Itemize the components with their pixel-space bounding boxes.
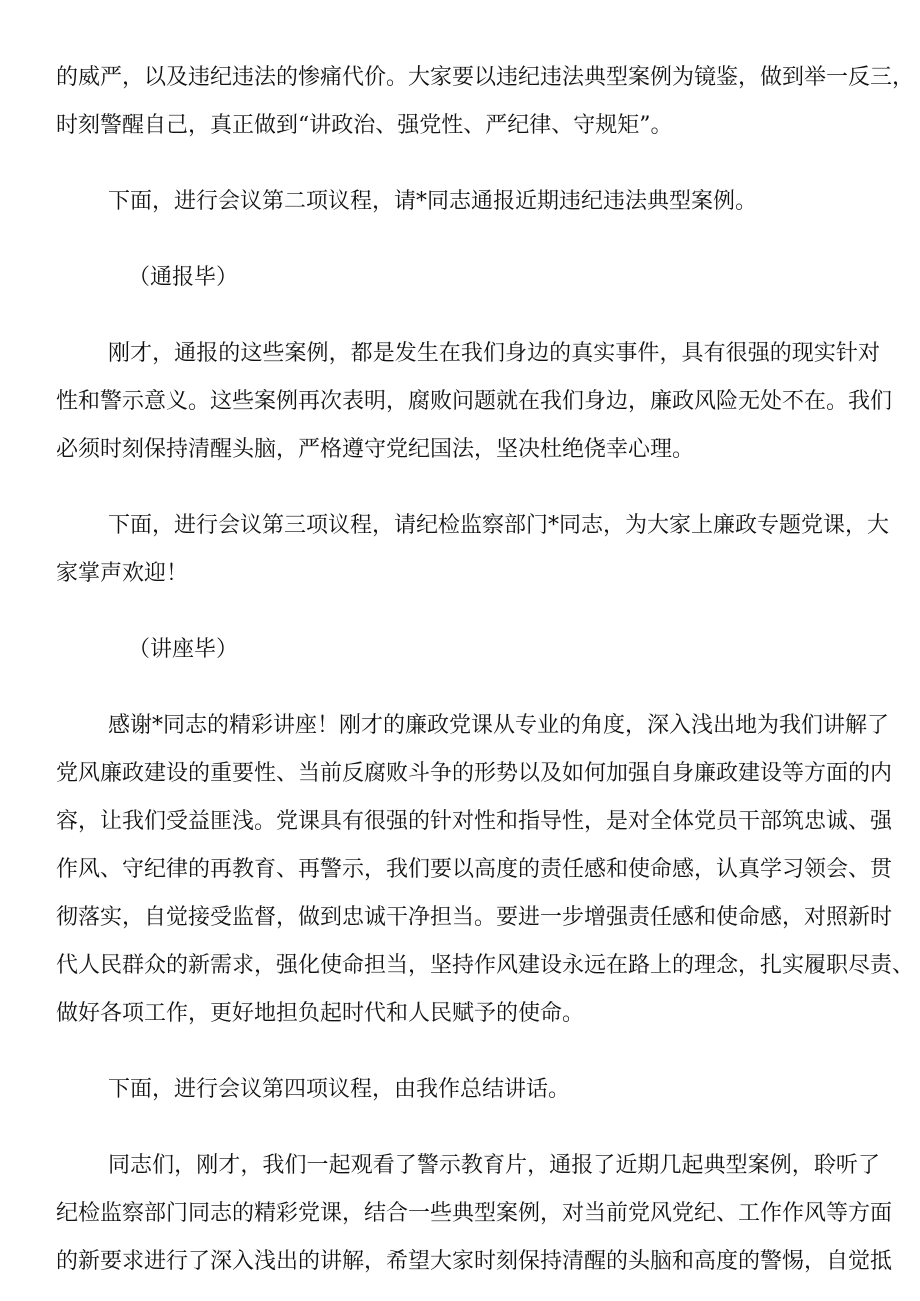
text-line: 的威严，以及违纪违法的惨痛代价。大家要以违纪违法典型案例为镜鉴，做到举一反三， — [56, 65, 915, 90]
paragraph — [56, 178, 880, 226]
text-line: 容，让我们受益匪浅。党课具有很强的针对性和指导性，是对全体党员干部筑忠诚、强 — [56, 809, 893, 834]
text-line: 下面，进行会议第二项议程，请*同志通报近期违纪违法典型案例。 — [108, 189, 758, 214]
text-line: 刚才，通报的这些案例，都是发生在我们身边的真实事件，具有很强的现实针对 — [108, 341, 880, 366]
paragraph — [56, 1066, 880, 1114]
paragraph — [56, 1142, 893, 1286]
text-line: 作风、守纪律的再教育、再警示，我们要以高度的责任感和使命感，认真学习领会、贯 — [56, 857, 893, 882]
text-line: （通报毕） — [128, 265, 239, 290]
paragraph — [56, 502, 890, 598]
text-line: 纪检监察部门同志的精彩党课，结合一些典型案例，对当前党风党纪、工作作风等方面 — [56, 1201, 893, 1226]
paragraph-note — [56, 254, 880, 302]
text-line: 做好各项工作，更好地担负起时代和人民赋予的使命。 — [56, 1001, 585, 1026]
text-line: 党风廉政建设的重要性、当前反腐败斗争的形势以及如何加强自身廉政建设等方面的内 — [56, 761, 893, 786]
text-line: 的新要求进行了深入浅出的讲解，希望大家时刻保持清醒的头脑和高度的警惕，自觉抵 — [56, 1249, 893, 1274]
text-line: 时刻警醒自己，真正做到“讲政治、强党性、严纪律、守规矩”。 — [56, 113, 673, 138]
paragraph-note — [56, 626, 880, 674]
text-line: 家掌声欢迎！ — [56, 561, 189, 586]
text-line: （讲座毕） — [128, 637, 239, 662]
text-line: 下面，进行会议第四项议程，由我作总结讲话。 — [108, 1077, 571, 1102]
text-line: 彻落实，自觉接受监督，做到忠诚干净担当。要进一步增强责任感和使命感，对照新时 — [56, 905, 893, 930]
paragraph — [56, 54, 915, 150]
text-line: 感谢*同志的精彩讲座！刚才的廉政党课从专业的角度，深入浅出地为我们讲解了 — [108, 713, 890, 738]
text-line: 下面，进行会议第三项议程，请纪检监察部门*同志，为大家上廉政专题党课，大 — [108, 513, 890, 538]
text-line: 同志们，刚才，我们一起观看了警示教育片，通报了近期几起典型案例，聆听了 — [108, 1153, 880, 1178]
text-line: 代人民群众的新需求，强化使命担当，坚持作风建设永远在路上的理念，扎实履职尽责、 — [56, 953, 915, 978]
paragraph — [56, 702, 915, 1038]
paragraph — [56, 330, 893, 474]
document-page — [56, 54, 915, 1286]
text-line: 性和警示意义。这些案例再次表明，腐败问题就在我们身边，廉政风险无处不在。我们 — [56, 389, 893, 414]
text-line: 必须时刻保持清醒头脑，严格遵守党纪国法，坚决杜绝侥幸心理。 — [56, 437, 695, 462]
